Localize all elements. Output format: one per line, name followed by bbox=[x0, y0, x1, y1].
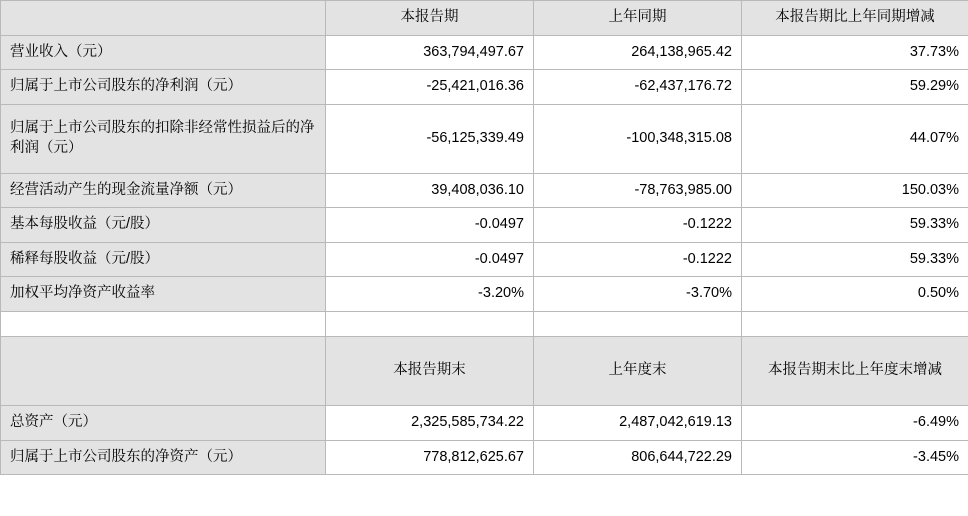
table-row bbox=[1, 70, 968, 105]
cell-weighted-roe-change: 0.50% bbox=[742, 277, 968, 312]
cell-basic-eps-change: 59.33% bbox=[742, 208, 968, 243]
row-label-basic-eps: 基本每股收益（元/股） bbox=[1, 208, 326, 243]
row-label-total-assets: 总资产（元） bbox=[1, 405, 326, 440]
header-current-period-end: 本报告期末 bbox=[326, 336, 534, 405]
header-current-period: 本报告期 bbox=[326, 1, 534, 36]
table-row bbox=[1, 173, 968, 208]
cell-revenue-change: 37.73% bbox=[742, 35, 968, 70]
cell-total-assets-previous: 2,487,042,619.13 bbox=[534, 405, 742, 440]
header-blank-cell bbox=[1, 1, 326, 36]
header-period-end-change: 本报告期末比上年度末增减 bbox=[742, 336, 968, 405]
cell-total-assets-current: 2,325,585,734.22 bbox=[326, 405, 534, 440]
cell-adjusted-net-profit-change: 44.07% bbox=[742, 104, 968, 173]
cell-diluted-eps-previous: -0.1222 bbox=[534, 242, 742, 277]
row-label-revenue: 营业收入（元） bbox=[1, 35, 326, 70]
cell-adjusted-net-profit-previous: -100,348,315.08 bbox=[534, 104, 742, 173]
cell-net-assets-change: -3.45% bbox=[742, 440, 968, 475]
cell-revenue-current: 363,794,497.67 bbox=[326, 35, 534, 70]
separator-cell bbox=[1, 311, 326, 336]
separator-cell bbox=[326, 311, 534, 336]
cell-operating-cash-flow-change: 150.03% bbox=[742, 173, 968, 208]
cell-basic-eps-previous: -0.1222 bbox=[534, 208, 742, 243]
cell-net-assets-current: 778,812,625.67 bbox=[326, 440, 534, 475]
table-row bbox=[1, 208, 968, 243]
table-header-row-period bbox=[1, 1, 968, 36]
cell-net-profit-previous: -62,437,176.72 bbox=[534, 70, 742, 105]
table-header-row-balance bbox=[1, 336, 968, 405]
row-label-weighted-roe: 加权平均净资产收益率 bbox=[1, 277, 326, 312]
header-previous-period: 上年同期 bbox=[534, 1, 742, 36]
cell-weighted-roe-current: -3.20% bbox=[326, 277, 534, 312]
cell-diluted-eps-change: 59.33% bbox=[742, 242, 968, 277]
row-label-adjusted-net-profit: 归属于上市公司股东的扣除非经常性损益后的净利润（元） bbox=[1, 104, 326, 173]
separator-cell bbox=[742, 311, 968, 336]
table-row bbox=[1, 35, 968, 70]
row-label-operating-cash-flow: 经营活动产生的现金流量净额（元） bbox=[1, 173, 326, 208]
table-row bbox=[1, 277, 968, 312]
separator-cell bbox=[534, 311, 742, 336]
table-row bbox=[1, 440, 968, 475]
row-label-net-assets: 归属于上市公司股东的净资产（元） bbox=[1, 440, 326, 475]
cell-revenue-previous: 264,138,965.42 bbox=[534, 35, 742, 70]
header-period-change: 本报告期比上年同期增减 bbox=[742, 1, 968, 36]
row-label-net-profit: 归属于上市公司股东的净利润（元） bbox=[1, 70, 326, 105]
section-separator bbox=[1, 311, 968, 336]
table-row bbox=[1, 242, 968, 277]
cell-diluted-eps-current: -0.0497 bbox=[326, 242, 534, 277]
cell-total-assets-change: -6.49% bbox=[742, 405, 968, 440]
cell-net-profit-change: 59.29% bbox=[742, 70, 968, 105]
cell-net-profit-current: -25,421,016.36 bbox=[326, 70, 534, 105]
cell-operating-cash-flow-previous: -78,763,985.00 bbox=[534, 173, 742, 208]
cell-weighted-roe-previous: -3.70% bbox=[534, 277, 742, 312]
cell-operating-cash-flow-current: 39,408,036.10 bbox=[326, 173, 534, 208]
header-previous-year-end: 上年度末 bbox=[534, 336, 742, 405]
row-label-diluted-eps: 稀释每股收益（元/股） bbox=[1, 242, 326, 277]
cell-basic-eps-current: -0.0497 bbox=[326, 208, 534, 243]
cell-net-assets-previous: 806,644,722.29 bbox=[534, 440, 742, 475]
table-row bbox=[1, 405, 968, 440]
table-row bbox=[1, 104, 968, 173]
cell-adjusted-net-profit-current: -56,125,339.49 bbox=[326, 104, 534, 173]
header-blank-cell-2 bbox=[1, 336, 326, 405]
